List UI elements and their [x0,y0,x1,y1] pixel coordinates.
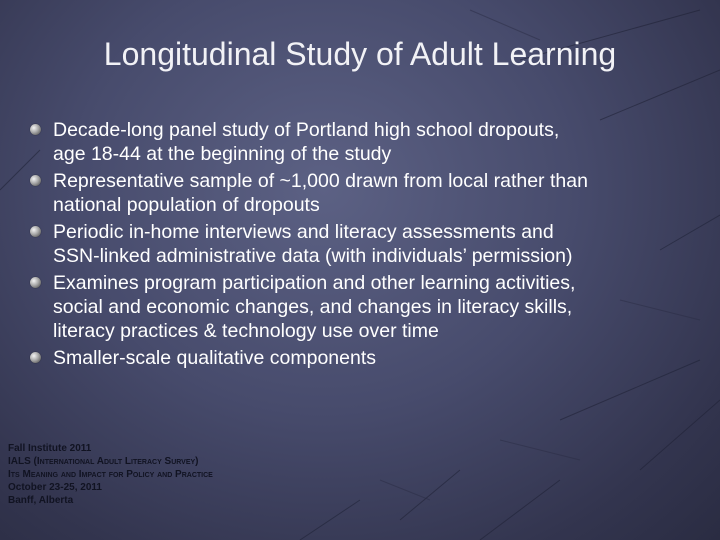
bullet-line: SSN-linked administrative data (with individuals’ permission) [53,245,573,267]
bullet-list [30,118,720,373]
footer-event-name: Fall Institute 2011 [8,443,92,454]
footer-location: Banff, Alberta [8,495,74,506]
bullet-line: Representative sample of ~1,000 drawn from local rather than [53,170,588,192]
sphere-bullet-icon [30,277,41,288]
sphere-bullet-icon [30,124,41,135]
bullet-line: national population of dropouts [53,194,320,216]
bullet-line: Examines program participation and other learning activities, [53,272,576,294]
bullet-line: Periodic in-home interviews and literacy assessments and [53,221,554,243]
bullet-item [30,271,720,343]
bullet-line: literacy practices & technology use over time [53,320,439,342]
bullet-item [30,169,720,217]
bullet-line: Decade-long panel study of Portland high school dropouts, [53,119,560,141]
sphere-bullet-icon [30,226,41,237]
footer-subtitle: Its Meaning and Impact for Policy and Practice [8,469,213,480]
footer-survey-name: IALS (International Adult Literacy Survey) [8,456,199,467]
slide-title: Longitudinal Study of Adult Learning [103,36,617,72]
bullet-item [30,220,720,268]
bullet-line: Smaller-scale qualitative components [53,347,376,369]
footer-event-info [8,442,308,507]
sphere-bullet-icon [30,175,41,186]
bullet-line: social and economic changes, and changes in literacy skills, [53,296,573,318]
footer-dates: October 23-25, 2011 [8,482,102,493]
bullet-item [30,118,720,166]
sphere-bullet-icon [30,352,41,363]
bullet-line: age 18-44 at the beginning of the study [53,143,392,165]
bullet-item [30,346,720,370]
